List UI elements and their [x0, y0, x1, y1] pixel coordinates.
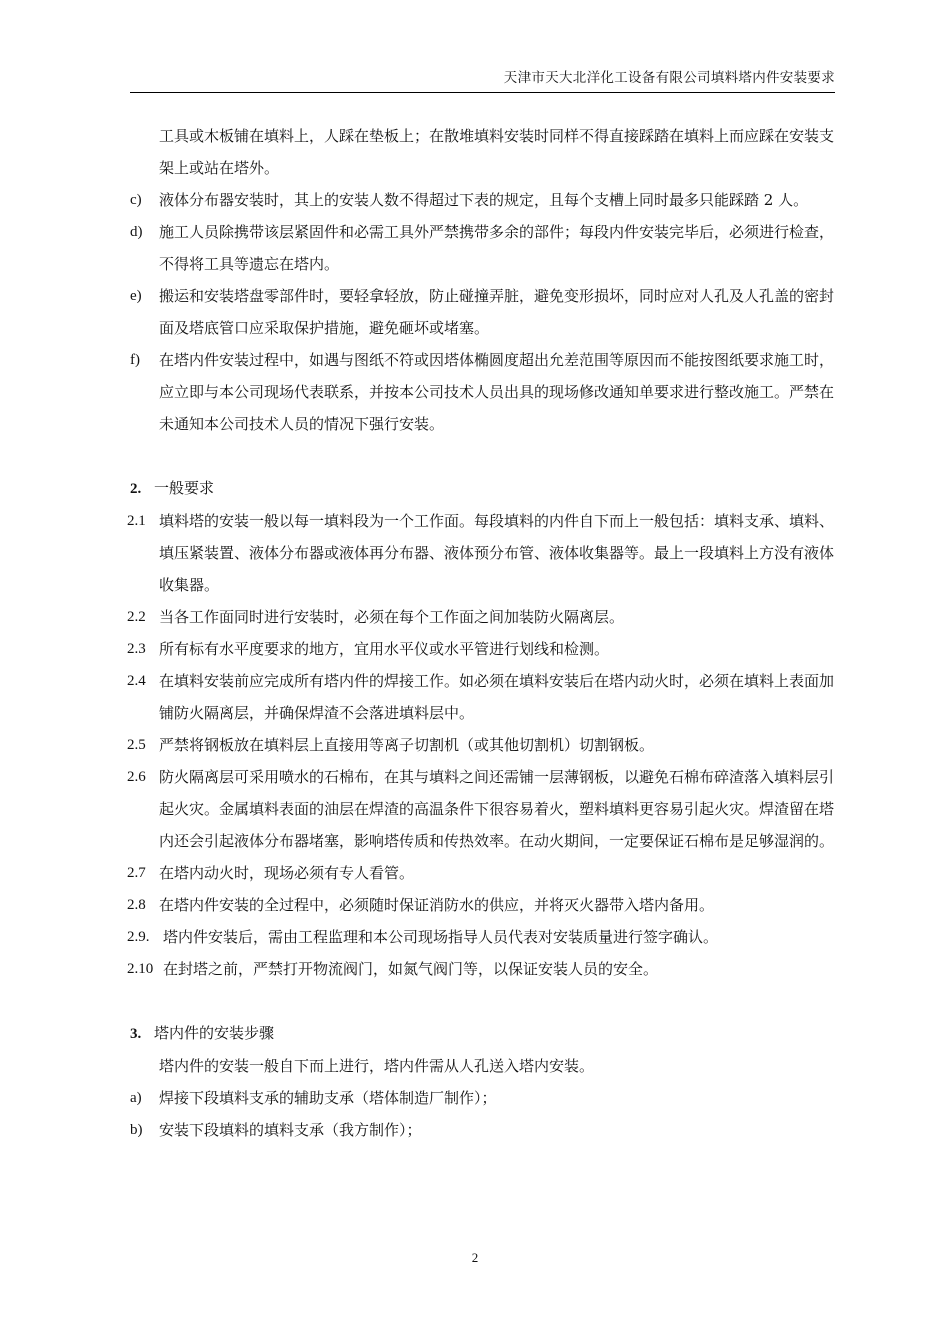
page-header: 天津市天大北洋化工设备有限公司填料塔内件安装要求	[130, 66, 835, 93]
clause-label: 2.7	[127, 865, 146, 881]
clause-text: 在塔内动火时，现场必须有专人看管。	[159, 864, 415, 882]
clause-text: 在填料安装前应完成所有塔内件的焊接工作。如必须在填料安装后在塔内动火时，必须在填料上表面加铺防火隔离层，并确保焊渣不会落进填料层中。	[159, 672, 835, 722]
clause-2-5	[127, 729, 835, 761]
clause-2-10	[127, 953, 835, 985]
clause-label: 2.3	[127, 641, 146, 657]
list-item-text: 焊接下段填料支承的辅助支承（塔体制造厂制作）；	[159, 1089, 497, 1107]
clause-2-7	[127, 857, 835, 889]
clause-text: 在封塔之前，严禁打开物流阀门，如氮气阀门等，以保证安装人员的安全。	[163, 960, 659, 978]
section-3-intro: 塔内件的安装一般自下而上进行，塔内件需从人孔送入塔内安装。	[159, 1057, 595, 1075]
list-item-d	[130, 216, 835, 280]
list-item-c	[130, 184, 835, 216]
list-item-label: c)	[130, 192, 142, 208]
spacer	[130, 440, 835, 472]
list-item-f	[130, 344, 835, 440]
clause-2-8	[127, 889, 835, 921]
clause-label: 2.1	[127, 513, 146, 529]
list-item-e	[130, 280, 835, 344]
list-item-text: 在塔内件安装过程中，如遇与图纸不符或因塔体椭圆度超出允差范围等原因而不能按图纸要求施工时，应立即与本公司现场代表联系，并按本公司技术人员出具的现场修改通知单要求进行整改施工。严禁在未通知本公司技术人员的情况下强行安装。	[159, 351, 835, 433]
clause-label: 2.2	[127, 609, 146, 625]
section-2-heading	[130, 472, 835, 505]
list-item-label: d)	[130, 224, 143, 240]
clause-2-1	[127, 505, 835, 601]
clause-label: 2.4	[127, 673, 146, 689]
step-b	[130, 1114, 835, 1146]
clause-text: 防火隔离层可采用喷水的石棉布，在其与填料之间还需铺一层薄钢板，以避免石棉布碎渣落入填料层引起火灾。金属填料表面的油层在焊渣的高温条件下很容易着火，塑料填料更容易引起火灾。焊渣留在塔内还会引起液体分布器堵塞，影响塔传质和传热效率。在动火期间，一定要保证石棉布是足够湿润的。	[159, 768, 835, 850]
document-body	[127, 120, 835, 1146]
section-title: 塔内件的安装步骤	[154, 1024, 275, 1042]
section-number: 2.	[130, 481, 142, 497]
clause-2-9	[127, 921, 835, 953]
spacer	[130, 985, 835, 1017]
section-title: 一般要求	[154, 479, 215, 497]
clause-text: 当各工作面同时进行安装时，必须在每个工作面之间加装防火隔离层。	[159, 608, 625, 626]
clause-label: 2.10	[127, 961, 154, 977]
clause-label: 2.8	[127, 897, 146, 913]
clause-text: 严禁将钢板放在填料层上直接用等离子切割机（或其他切割机）切割钢板。	[159, 736, 655, 754]
list-item-label: a)	[130, 1090, 142, 1106]
list-item-text: 液体分布器安装时，其上的安装人数不得超过下表的规定，且每个支槽上同时最多只能踩踏 2 人。	[159, 191, 809, 209]
list-item-text: 施工人员除携带该层紧固件和必需工具外严禁携带多余的部件；每段内件安装完毕后，必须进行检查，不得将工具等遗忘在塔内。	[159, 223, 835, 273]
clause-text: 塔内件安装后，需由工程监理和本公司现场指导人员代表对安装质量进行签字确认。	[163, 928, 719, 946]
list-item-text: 搬运和安装塔盘零部件时，要轻拿轻放，防止碰撞弄脏，避免变形损坏，同时应对人孔及人孔盖的密封面及塔底管口应采取保护措施，避免砸坏或堵塞。	[159, 287, 835, 337]
clause-2-2	[127, 601, 835, 633]
clause-text: 在塔内件安装的全过程中，必须随时保证消防水的供应，并将灭火器带入塔内备用。	[159, 896, 715, 914]
clause-2-6	[127, 761, 835, 857]
clause-text: 填料塔的安装一般以每一填料段为一个工作面。每段填料的内件自下而上一般包括：填料支承、填料、填压紧装置、液体分布器或液体再分布器、液体预分布管、液体收集器等。最上一段填料上方没有液体收集器。	[159, 512, 835, 594]
clause-2-4	[127, 665, 835, 729]
list-item-label: e)	[130, 288, 142, 304]
list-item-text: 安装下段填料的填料支承（我方制作）；	[159, 1121, 422, 1139]
list-item-label: f)	[130, 352, 140, 368]
list-item-label: b)	[130, 1122, 143, 1138]
continuation-paragraph: 工具或木板铺在填料上，人踩在垫板上；在散堆填料安装时同样不得直接踩踏在填料上而应踩在安装支架上或站在塔外。	[159, 127, 835, 177]
clause-2-3	[127, 633, 835, 665]
clause-label: 2.9.	[127, 929, 150, 945]
section-number: 3.	[130, 1026, 142, 1042]
clause-text: 所有标有水平度要求的地方，宜用水平仪或水平管进行划线和检测。	[159, 640, 610, 658]
clause-label: 2.5	[127, 737, 146, 753]
section-3-heading	[130, 1017, 835, 1050]
page-number: 2	[471, 1250, 479, 1265]
clause-label: 2.6	[127, 769, 146, 785]
step-a	[130, 1082, 835, 1114]
